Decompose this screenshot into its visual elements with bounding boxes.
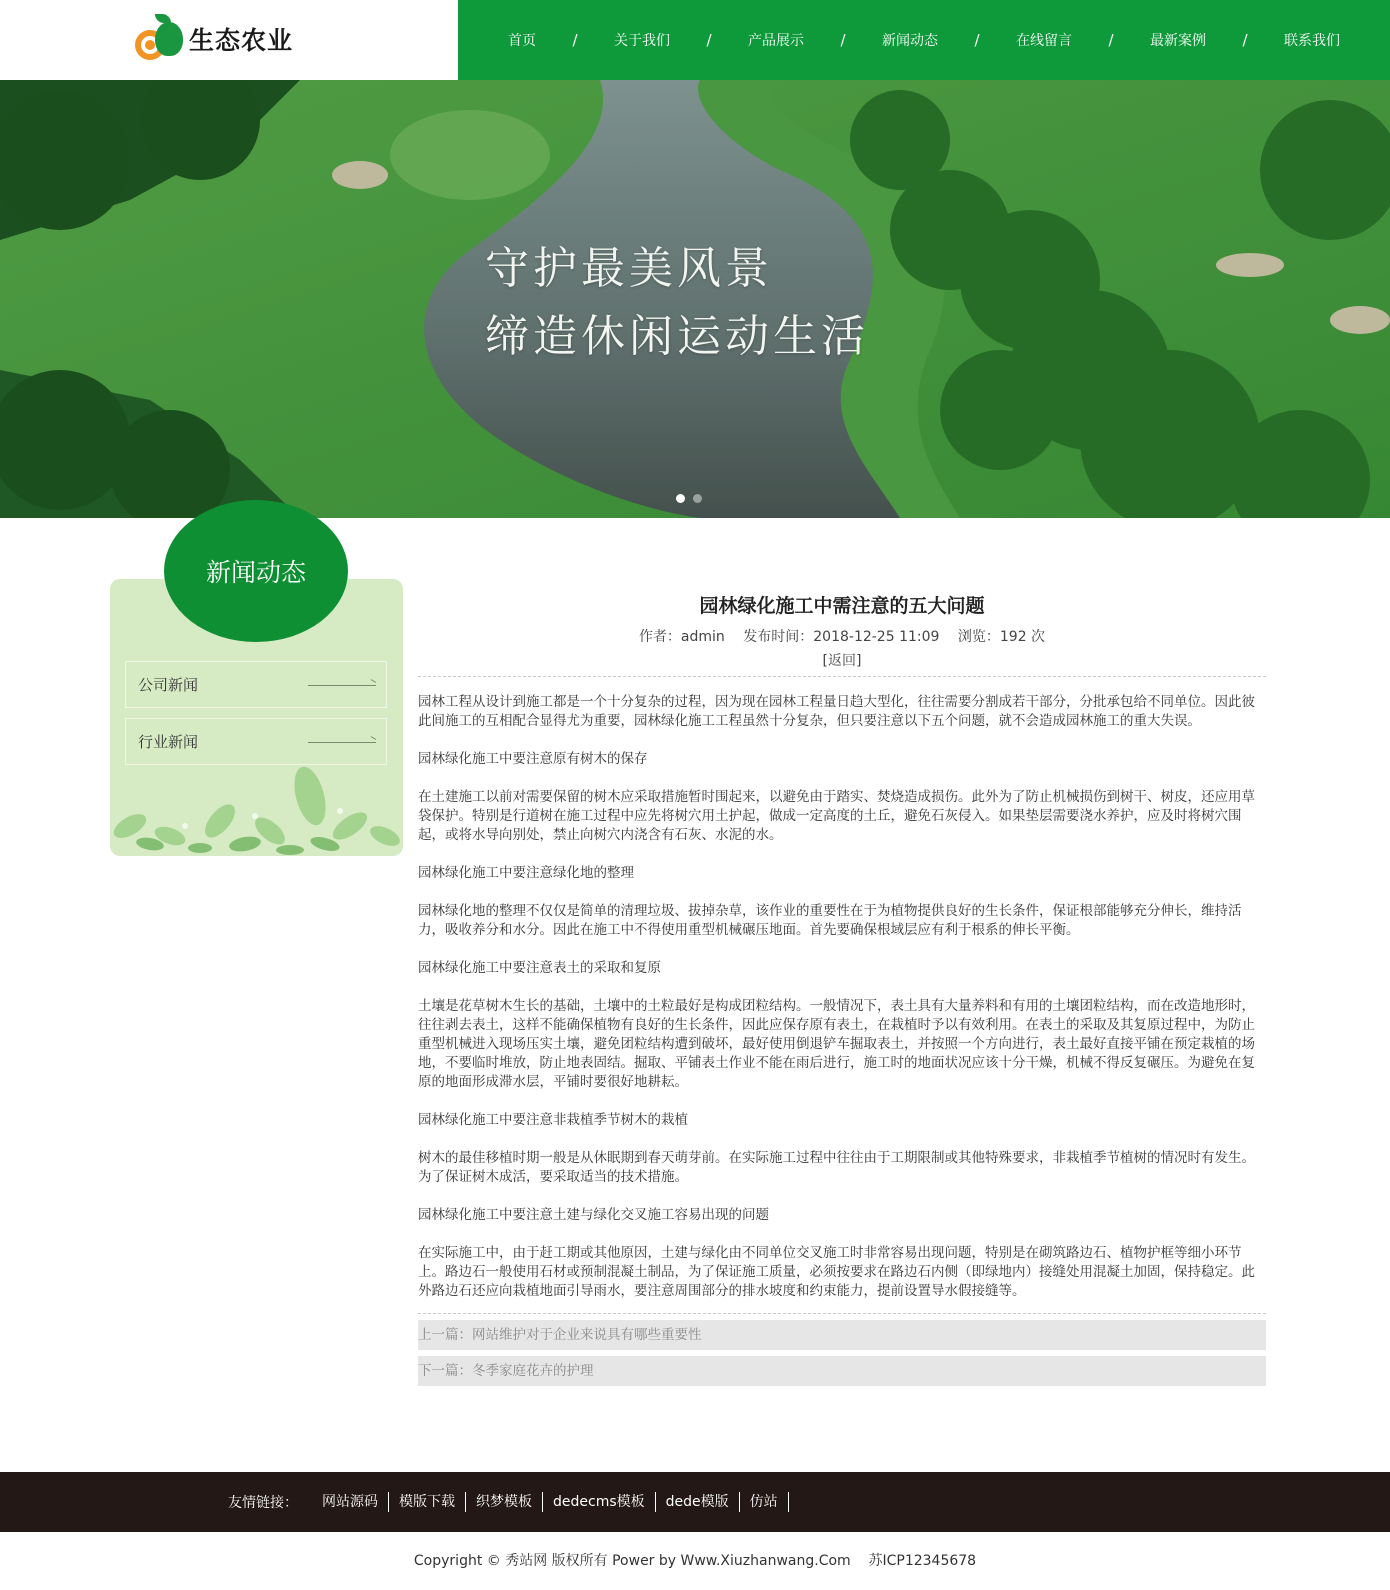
nav-message[interactable]: 在线留言 xyxy=(1016,33,1072,49)
prev-article xyxy=(418,1320,1266,1350)
divider xyxy=(418,1313,1266,1314)
nav-about[interactable]: 关于我们 xyxy=(614,33,670,49)
arrow-right-icon xyxy=(308,742,376,743)
site-logo[interactable] xyxy=(135,14,293,64)
sidebar-item-label: 公司新闻 xyxy=(138,676,199,694)
copyright: Copyright © 秀站网 版权所有 Power by Www.Xiuzhanwang.Com 苏ICP12345678 xyxy=(413,1553,977,1569)
next-article xyxy=(418,1356,1266,1386)
article-subheading: 园林绿化施工中要注意原有树木的保存 xyxy=(418,751,648,767)
main-nav xyxy=(458,0,1390,80)
article-title: 园林绿化施工中需注意的五大问题 xyxy=(699,595,985,617)
article-paragraph: 在实际施工中，由于赶工期或其他原因，土建与绿化由不同单位交叉施工时非常容易出现问题，特别是在砌筑路边石、植物护框等细小环节上。路边石一般使用石材或预制混凝土制品，为了保证施工质量，必须按要求在路边石内侧（即绿地内）接缝处用混凝土加固，保持稳定。此外路边石还应向栽植地面引导雨水，要注意周围部分的排水坡度和约束能力，提前设置导水假接缝等。 xyxy=(418,1245,1255,1299)
leaves-decoration-icon xyxy=(110,756,403,856)
nav-separator: / xyxy=(974,31,980,49)
friend-link[interactable]: dedecms模板 xyxy=(543,1492,656,1512)
arrow-right-icon xyxy=(308,685,376,686)
nav-cases[interactable]: 最新案例 xyxy=(1150,33,1206,49)
article xyxy=(418,590,1266,1386)
nav-home[interactable]: 首页 xyxy=(508,33,536,49)
article-paragraph: 在土建施工以前对需要保留的树木应采取措施暂时围起来，以避免由于踏实、焚烧造成损伤。此外为了防止机械损伤到树干、树皮，还应用草袋保护。特别是行道树在施工过程中应先将树穴用土护起，做成一定高度的土丘，避免石灰侵入。如果垫层需要浇水养护，应及时将树穴围起，或将水导向别处，禁止向树穴内浇含有石灰、水泥的水。 xyxy=(418,789,1255,843)
nav-separator: / xyxy=(840,31,846,49)
sidebar-item-label: 行业新闻 xyxy=(138,733,199,751)
logo-text: 生态农业 xyxy=(189,26,294,55)
slider-dots xyxy=(676,494,702,503)
nav-products[interactable]: 产品展示 xyxy=(748,33,804,49)
article-meta xyxy=(418,626,1266,646)
sidebar-title: 新闻动态 xyxy=(205,558,306,587)
nav-news[interactable]: 新闻动态 xyxy=(882,33,938,49)
fruit-logo-icon xyxy=(135,14,187,64)
nav-separator: / xyxy=(706,31,712,49)
banner-headline-1: 守护最美风景 xyxy=(485,243,773,294)
sidebar-item-company-news[interactable] xyxy=(125,661,387,708)
friend-link[interactable]: dede模版 xyxy=(656,1492,740,1512)
next-article-link[interactable]: 下一篇：冬季家庭花卉的护理 xyxy=(418,1363,594,1379)
sidebar-title-badge xyxy=(164,500,348,642)
article-author: 作者：admin xyxy=(638,629,725,645)
nav-separator: / xyxy=(1242,31,1248,49)
divider xyxy=(418,676,1266,677)
hero-banner xyxy=(0,80,1390,518)
nav-separator: / xyxy=(1108,31,1114,49)
friend-link[interactable]: 织梦模板 xyxy=(466,1492,543,1512)
back-link[interactable]: [返回] xyxy=(822,653,862,669)
banner-headline-2: 缔造休闲运动生活 xyxy=(485,311,869,362)
article-paragraph: 树木的最佳移植时期一般是从休眠期到春天萌芽前。在实际施工过程中往往由于工期限制或其他特殊要求，非栽植季节植树的情况时有发生。为了保证树木成活，要采取适当的技术措施。 xyxy=(418,1150,1255,1185)
friend-links-label: 友情链接： xyxy=(228,1495,298,1511)
article-subheading: 园林绿化施工中要注意土建与绿化交叉施工容易出现的问题 xyxy=(418,1207,769,1223)
article-subheading: 园林绿化施工中要注意非栽植季节树木的栽植 xyxy=(418,1112,688,1128)
friend-link[interactable]: 模版下载 xyxy=(389,1492,466,1512)
article-subheading: 园林绿化施工中要注意表土的采取和复原 xyxy=(418,960,661,976)
article-subheading: 园林绿化施工中要注意绿化地的整理 xyxy=(418,865,634,881)
article-views: 浏览：192 次 xyxy=(957,629,1046,645)
article-date: 发布时间：2018-12-25 11:09 xyxy=(743,629,940,645)
friend-link[interactable]: 网站源码 xyxy=(312,1492,389,1512)
slider-dot[interactable] xyxy=(693,494,702,503)
site-header xyxy=(0,0,1390,80)
nav-separator: / xyxy=(572,31,578,49)
article-paragraph: 园林绿化地的整理不仅仅是简单的清理垃圾、拔掉杂草，该作业的重要性在于为植物提供良好的生长条件，保证根部能够充分伸长，维持活力，吸收养分和水分。因此在施工中不得使用重型机械碾压地面。首先要确保根域层应有利于根系的伸长平衡。 xyxy=(418,903,1242,938)
footer-links-bar xyxy=(0,1472,1390,1532)
article-paragraph: 土壤是花草树木生长的基础，土壤中的土粒最好是构成团粒结构。一般情况下，表土具有大量养料和有用的土壤团粒结构，而在改造地形时，往往剥去表土，这样不能确保植物有良好的生长条件，因此应保存原有表土，在栽植时予以有效利用。在表土的采取及其复原过程中，为防止重型机械进入现场压实土壤，避免团粒结构遭到破坏，最好使用倒退铲车掘取表土，并按照一个方向进行，表土最好直接平铺在预定栽植的场地，不要临时堆放，防止地表固结。掘取、平铺表土作业不能在雨后进行，施工时的地面状况应该十分干燥，机械不得反复碾压。为避免在复原的地面形成滞水层，平铺时要很好地耕耘。 xyxy=(418,998,1255,1090)
golf-course-image xyxy=(0,80,1390,518)
article-body xyxy=(418,693,1266,1301)
article-paragraph: 园林工程从设计到施工都是一个十分复杂的过程，因为现在园林工程量日趋大型化，往往需要分割成若干部分，分批承包给不同单位。因此彼此间施工的互相配合显得尤为重要，园林绿化施工工程虽然十分复杂，但只要注意以下五个问题，就不会造成园林施工的重大失误。 xyxy=(418,694,1255,729)
friend-link[interactable]: 仿站 xyxy=(740,1492,789,1512)
prev-article-link[interactable]: 上一篇：网站维护对于企业来说具有哪些重要性 xyxy=(418,1327,702,1343)
slider-dot-active[interactable] xyxy=(676,494,685,503)
nav-contact[interactable]: 联系我们 xyxy=(1284,33,1340,49)
